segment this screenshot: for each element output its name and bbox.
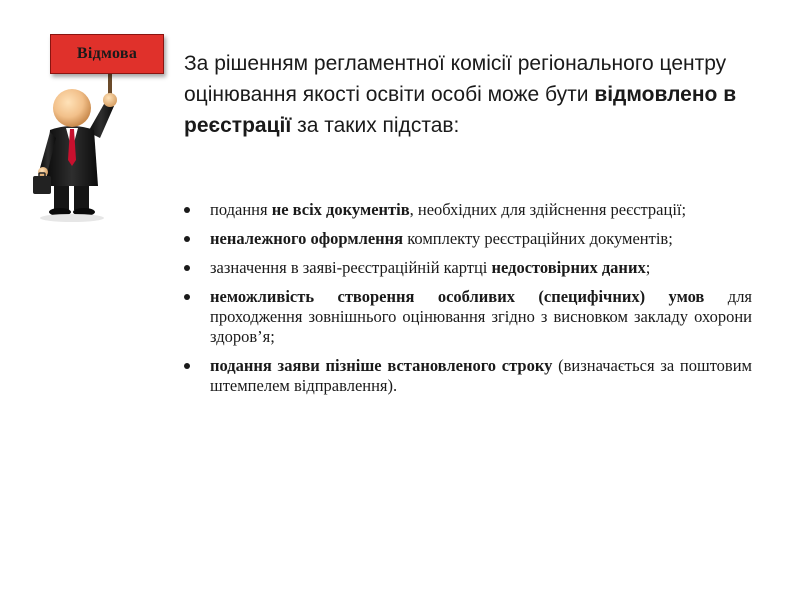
list-item — [184, 258, 752, 278]
bullet-icon — [184, 207, 190, 213]
bullet-icon — [184, 294, 190, 300]
bullet-icon — [184, 363, 190, 369]
heading-text-start: За рішенням регламентної комісії регіонального центру оцінювання якості освіти особі може бути — [184, 52, 727, 106]
list-item — [184, 200, 752, 220]
reason-text: , необхідних для здійснення реєстрації; — [409, 200, 687, 219]
slide-heading — [184, 48, 764, 141]
reason-bold-text: не всіх документів — [271, 200, 410, 219]
reason-text: для проходження зовнішнього оцінювання згідно з висновком закладу охорони здоров’я; — [210, 287, 753, 346]
reason-bold-text: недостовірних даних — [491, 258, 646, 277]
bullet-icon — [184, 236, 190, 242]
heading-text-bold: відмовлено в реєстрації — [184, 83, 737, 137]
heading-text-end: за таких підстав: — [291, 114, 460, 137]
reason-text: подання — [210, 200, 272, 219]
list-item — [184, 229, 752, 249]
reason-text: зазначення в заяві-реєстраційній картці — [210, 258, 492, 277]
reason-bold-text: неналежного оформлення — [210, 229, 404, 248]
sign-label: Відмова — [76, 45, 138, 62]
list-item — [184, 287, 752, 347]
list-item — [184, 356, 752, 396]
reason-text: комплекту реєстраційних документів; — [403, 229, 673, 248]
reason-text: ; — [645, 258, 651, 277]
refusal-reasons-list — [184, 200, 752, 405]
reason-bold-text: подання заяви пізніше встановленого строку — [210, 356, 553, 375]
person-holding-sign-illustration — [0, 0, 190, 240]
reason-text: (визначається за поштовим штемпелем відправлення). — [210, 356, 752, 395]
bullet-icon — [184, 265, 190, 271]
refusal-sign — [50, 34, 164, 74]
reason-bold-text: неможливість створення особливих (специфічних) умов — [210, 287, 705, 306]
